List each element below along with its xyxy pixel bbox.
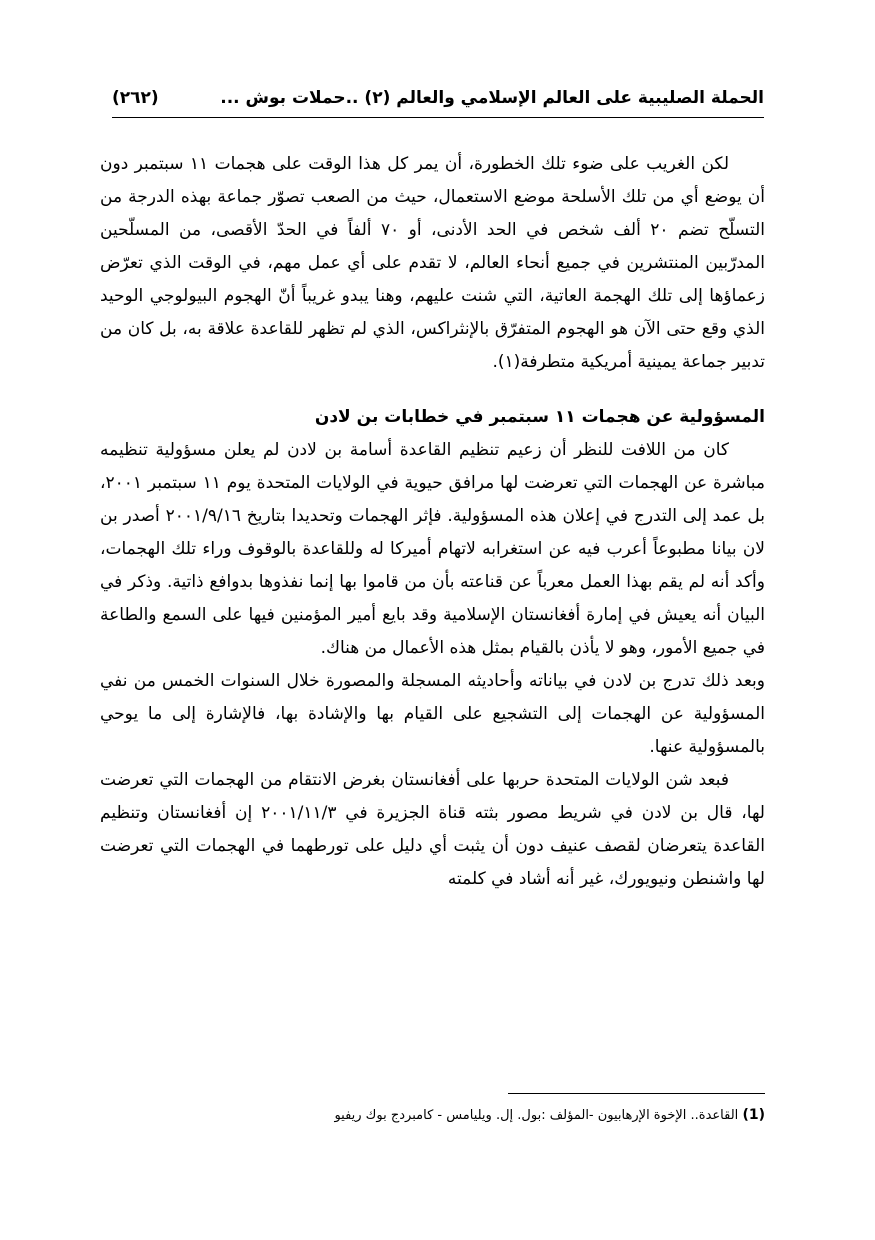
header-divider xyxy=(112,117,764,118)
section-heading: المسؤولية عن هجمات ١١ سبتمبر في خطابات بن لادن xyxy=(314,407,765,427)
paragraph: وبعد ذلك تدرج بن لادن في بياناته وأحاديثه المسجلة والمصورة خلال السنوات الخمس من نفي المسؤولية عن الهجمات إلى التشجيع على القيام بها والإشادة بها، فالإشارة إلى ما يوحي بالمسؤولية عنها. xyxy=(100,671,765,757)
footnote-marker: (1) xyxy=(742,1107,765,1123)
running-title: الحملة الصليبية على العالم الإسلامي والعالم (٢) ..حملات بوش ... xyxy=(220,88,764,108)
page-number: (٢٦٢) xyxy=(112,88,159,108)
page-header xyxy=(112,86,764,116)
footnote-divider xyxy=(508,1093,765,1094)
body-text xyxy=(100,148,765,896)
footnote-text: القاعدة.. الإخوة الإرهابيون -المؤلف :بول. إل. ويليامس - كامبردج بوك ريفيو xyxy=(334,1108,739,1123)
paragraph: لكن الغريب على ضوء تلك الخطورة، أن يمر كل هذا الوقت على هجمات ١١ سبتمبر دون أن يوضع أي من تلك الأسلحة موضع الاستعمال، حيث من الصعب تصوّر جماعة بهذه الدرجة من التسلّح تضم ٢٠ ألف شخص في الحد الأدنى، أو ٧٠ ألفاً في الحدّ الأقصى، من المسلّحين المدرّبين المنتشرين في جميع أنحاء العالم، لا تقدم على أي عمل مهم، في الوقت الذي تعرّض زعماؤها إلى تلك الهجمة العاتية، التي شنت عليهم، وهنا يبدو غريباً أنّ الهجوم البيولوجي الوحيد الذي وقع حتى الآن هو الهجوم المتفرّق بالإنثراكس، الذي لم تظهر للقاعدة علاقة به، بل كان من تدبير جماعة يمينية أمريكية متطرفة(١). xyxy=(100,154,765,372)
paragraph: فبعد شن الولايات المتحدة حربها على أفغانستان بغرض الانتقام من الهجمات التي تعرضت لها، قال بن لادن في شريط مصور بثته قناة الجزيرة في ٢٠٠١/١١/٣ إن أفغانستان وتنظيم القاعدة يتعرضان لقصف عنيف دون أن يثبت أي دليل على تورطهما في الهجمات التي تعرضت لها واشنطن ونيويورك، غير أنه أشاد في كلمته xyxy=(100,770,765,889)
paragraph: كان من اللافت للنظر أن زعيم تنظيم القاعدة أسامة بن لادن لم يعلن مسؤولية تنظيمه مباشرة عن الهجمات التي تعرضت لها مرافق حيوية في الولايات المتحدة يوم ١١ سبتمبر ٢٠٠١، بل عمد إلى التدرج في إعلان هذه المسؤولية. فإثر الهجمات وتحديدا بتاريخ ٢٠٠١/٩/١٦ أصدر بن لان بيانا مطبوعاً أعرب فيه عن استغرابه لاتهام أميركا له وللقاعدة بالوقوف وراء تلك الهجمات، وأكد أنه لم يقم بهذا العمل معرباً عن قناعته بأن من قاموا بها إنما نفذوها بدوافع ذاتية. وذكر في البيان أنه يعيش في إمارة أفغانستان الإسلامية وقد بايع أمير المؤمنين فيها على السمع والطاعة في جميع الأمور، وهو لا يأذن بالقيام بمثل هذه الأعمال من هناك. xyxy=(100,440,766,658)
footnote xyxy=(245,1103,765,1128)
